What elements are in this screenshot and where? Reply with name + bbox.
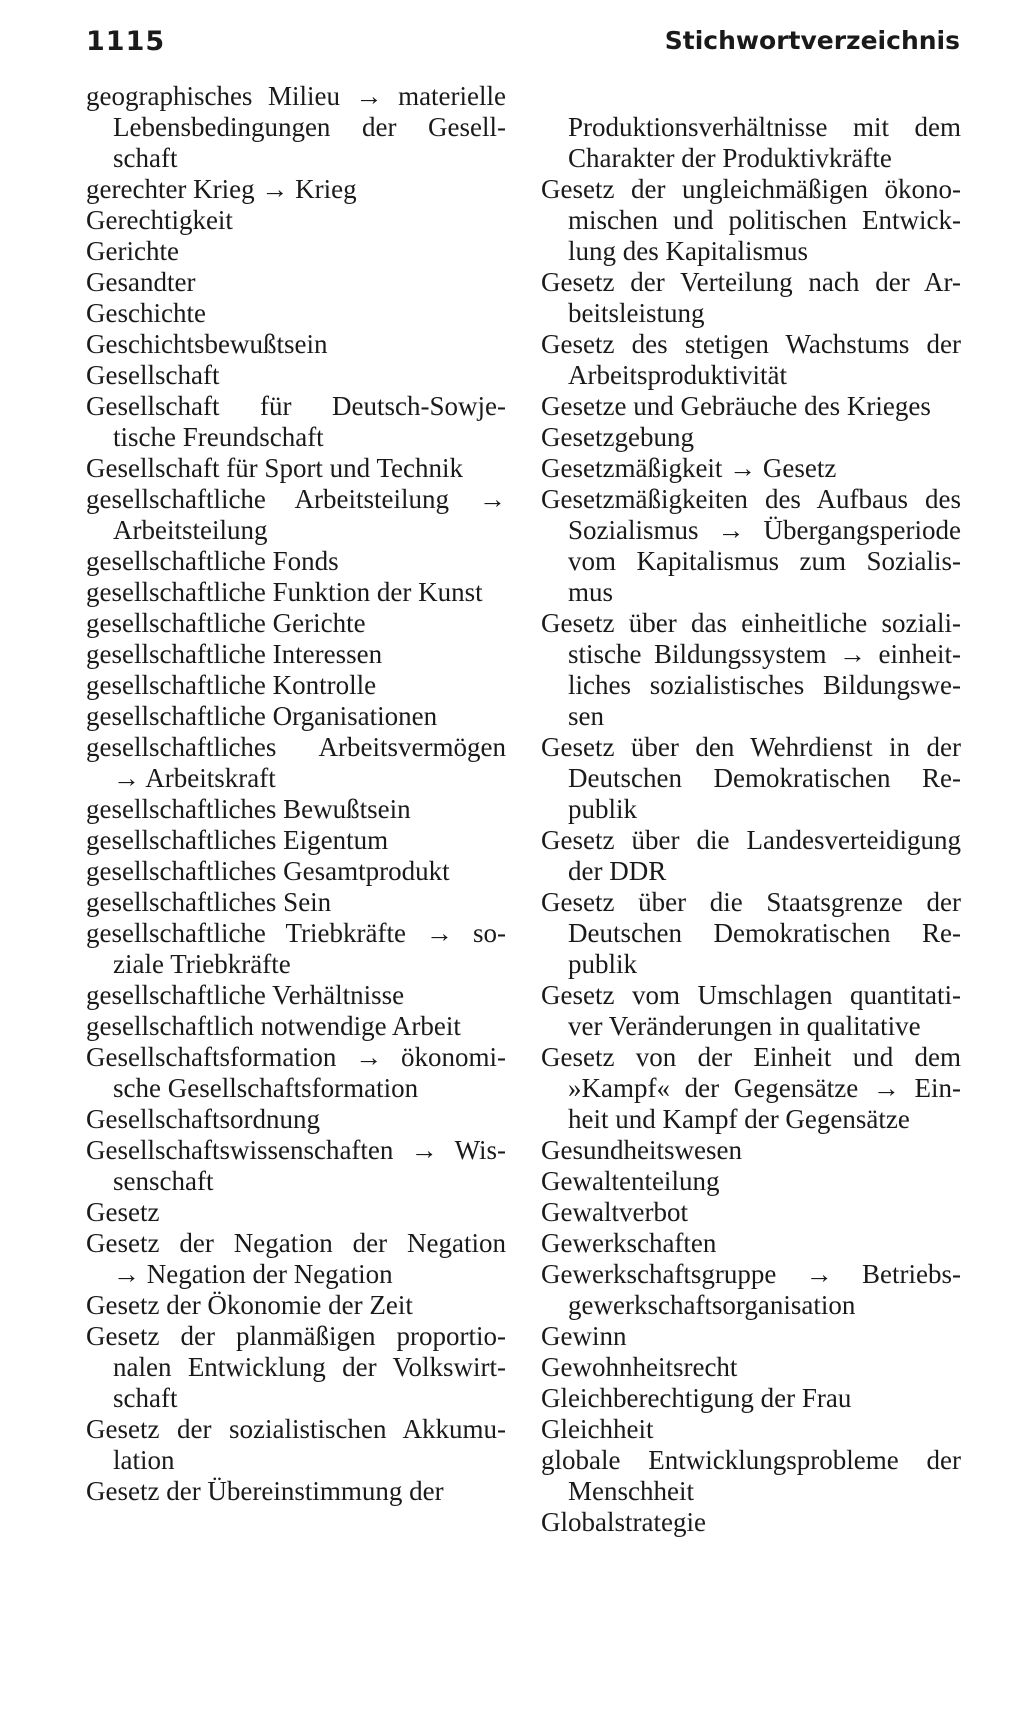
index-entry — [541, 391, 961, 422]
index-entry-line: Gewaltverbot — [541, 1197, 688, 1227]
index-entry-line: lation — [113, 1445, 175, 1475]
index-entry-line: Gewerkschaften — [541, 1228, 717, 1258]
index-entry-line: Gesandter — [86, 267, 196, 297]
index-entry-line: Arbeitsproduktivität — [568, 360, 787, 390]
index-entry — [541, 887, 961, 980]
index-entry-line: Gesetz über das einheitliche soziali- — [541, 608, 961, 638]
index-entry-line: mus — [568, 577, 614, 607]
index-entry — [86, 267, 506, 298]
index-entry-line: Gewaltenteilung — [541, 1166, 720, 1196]
index-entry-line: Lebensbedingungen der Gesell- — [113, 112, 506, 142]
index-entry-line: gesellschaftliche Fonds — [86, 546, 339, 576]
index-entry-line: globale Entwicklungsprobleme der — [541, 1445, 961, 1475]
index-entry — [86, 856, 506, 887]
index-entry-line: liches sozialistisches Bildungswe- — [568, 670, 961, 700]
index-entry-line: Gerichte — [86, 236, 179, 266]
index-entry-line: Geschichtsbewußtsein — [86, 329, 328, 359]
index-entry-line: publik — [568, 794, 638, 824]
index-entry-line: Gesellschaftsformation → ökonomi- — [86, 1042, 506, 1072]
index-entry — [86, 608, 506, 639]
index-entry — [541, 1259, 961, 1321]
index-entry — [541, 1135, 961, 1166]
index-entry — [541, 329, 961, 391]
index-entry-line: Gerechtigkeit — [86, 205, 233, 235]
section-title: Stichwortverzeichnis — [664, 26, 960, 55]
index-entry — [86, 918, 506, 980]
index-entry — [541, 453, 961, 484]
index-entry — [86, 701, 506, 732]
index-entry-line: tische Freundschaft — [113, 422, 324, 452]
index-entry-line: lung des Kapitalismus — [568, 236, 808, 266]
index-entry — [86, 205, 506, 236]
index-entry — [541, 1321, 961, 1352]
index-entry-line: ver Veränderungen in qualitative — [568, 1011, 921, 1041]
index-entry-line: nalen Entwicklung der Volkswirt- — [113, 1352, 506, 1382]
index-entry — [86, 1197, 506, 1228]
index-entry-line: Gesetzmäßigkeiten des Aufbaus des — [541, 484, 961, 514]
index-entry-line: gesellschaftliches Bewußtsein — [86, 794, 411, 824]
index-entry-line: ziale Triebkräfte — [113, 949, 291, 979]
index-entry — [86, 236, 506, 267]
index-entry — [541, 422, 961, 453]
index-entry — [86, 1414, 506, 1476]
index-entry-line: Geschichte — [86, 298, 206, 328]
index-entry — [541, 484, 961, 608]
index-entry — [86, 174, 506, 205]
index-entry — [86, 1042, 506, 1104]
index-entry-line: Gesetz von der Einheit und dem — [541, 1042, 961, 1072]
index-entry-line — [541, 81, 961, 112]
index-entry-line: gerechter Krieg → Krieg — [86, 174, 357, 204]
index-entry — [86, 980, 506, 1011]
index-entry-line: Gesetz vom Umschlagen quantitati- — [541, 980, 961, 1010]
index-entry — [541, 1507, 961, 1538]
index-entry-line: gesellschaftliche Arbeitsteilung → — [86, 484, 506, 514]
index-entry-line: gewerkschaftsorganisation — [568, 1290, 856, 1320]
index-entry — [86, 1228, 506, 1290]
index-entry-line: »Kampf« der Gegensätze → Ein- — [568, 1073, 961, 1103]
index-entry-line: Gesetz der Negation der Negation — [86, 1228, 506, 1258]
index-entry-line: Gesetz über die Staatsgrenze der — [541, 887, 961, 917]
index-entry — [541, 1445, 961, 1507]
index-entry-line: mischen und politischen Entwick- — [568, 205, 961, 235]
index-entry-line: der DDR — [568, 856, 667, 886]
index-entry-line: Gesetz der Ökonomie der Zeit — [86, 1290, 413, 1320]
index-entry — [86, 670, 506, 701]
index-entry — [541, 174, 961, 267]
index-entry-line: Globalstrategie — [541, 1507, 706, 1537]
index-column-right — [541, 81, 961, 1538]
index-entry-line: Gesellschaftsordnung — [86, 1104, 320, 1134]
index-entry-line: Gesetze und Gebräuche des Krieges — [541, 391, 931, 421]
index-entry-line: Gesundheitswesen — [541, 1135, 742, 1165]
index-entry-line: Gesetz der Übereinstimmung der — [86, 1476, 444, 1506]
index-entry-line: gesellschaftliches Gesamtprodukt — [86, 856, 450, 886]
index-entry-line: heit und Kampf der Gegensätze — [568, 1104, 910, 1134]
index-entry-line: gesellschaftliches Sein — [86, 887, 332, 917]
index-entry — [541, 1414, 961, 1445]
index-entry — [86, 453, 506, 484]
index-entry — [86, 391, 506, 453]
page-header — [86, 20, 960, 64]
index-entry — [86, 825, 506, 856]
index-entry-line: → Negation der Negation — [113, 1259, 393, 1289]
index-entry-line: Gesetz der Verteilung nach der Ar- — [541, 267, 961, 297]
index-entry-line: Gesetz — [86, 1197, 160, 1227]
index-entry — [541, 732, 961, 825]
index-entry-line: Gesellschaftswissenschaften → Wis- — [86, 1135, 506, 1165]
index-entry-line: → Arbeitskraft — [113, 763, 276, 793]
index-entry-line: Gesellschaft für Deutsch-Sowje- — [86, 391, 506, 421]
index-entry — [541, 1197, 961, 1228]
index-entry — [86, 794, 506, 825]
index-entry-line: gesellschaftliches Eigentum — [86, 825, 389, 855]
index-entry-line: gesellschaftliche Triebkräfte → so- — [86, 918, 506, 948]
index-entry-line: Deutschen Demokratischen Re- — [568, 763, 961, 793]
index-entry — [86, 1476, 506, 1507]
index-entry-line: Produktionsverhältnisse mit dem — [568, 112, 961, 142]
index-entry-line: publik — [568, 949, 638, 979]
index-entry-line: Charakter der Produktivkräfte — [568, 143, 892, 173]
index-entry — [541, 1228, 961, 1259]
index-entry-line: gesellschaftlich notwendige Arbeit — [86, 1011, 461, 1041]
index-entry — [86, 484, 506, 546]
page-number: 1115 — [86, 26, 166, 57]
index-entry-line: Gesetz über die Landesverteidigung — [541, 825, 961, 855]
index-entry — [86, 1104, 506, 1135]
index-entry-line: gesellschaftliche Verhältnisse — [86, 980, 405, 1010]
index-entry — [541, 608, 961, 732]
index-entry-line: gesellschaftliche Kontrolle — [86, 670, 377, 700]
index-entry-line: Gleichberechtigung der Frau — [541, 1383, 852, 1413]
index-entry — [86, 1011, 506, 1042]
index-entry-line: Menschheit — [568, 1476, 694, 1506]
index-entry-line: gesellschaftliche Organisationen — [86, 701, 438, 731]
index-entry-line: schaft — [113, 143, 178, 173]
index-entry — [541, 81, 961, 174]
index-entry-line: vom Kapitalismus zum Sozialis- — [568, 546, 961, 576]
index-entry — [86, 1135, 506, 1197]
index-entry — [541, 1166, 961, 1197]
index-entry — [541, 267, 961, 329]
index-entry-line: Sozialismus → Übergangsperiode — [568, 515, 961, 545]
index-entry-line: Gesetz der planmäßigen proportio- — [86, 1321, 506, 1351]
index-entry — [541, 1352, 961, 1383]
index-entry — [86, 360, 506, 391]
index-entry — [86, 732, 506, 794]
index-entry-line: schaft — [113, 1383, 178, 1413]
index-entry — [541, 1042, 961, 1135]
index-entry-line: Arbeitsteilung — [113, 515, 268, 545]
index-entry-line: Gesetz des stetigen Wachstums der — [541, 329, 961, 359]
index-entry-line: stische Bildungssystem → einheit- — [568, 639, 961, 669]
index-entry-line: Gleichheit — [541, 1414, 654, 1444]
index-entry — [86, 546, 506, 577]
index-entry-line: gesellschaftliche Gerichte — [86, 608, 366, 638]
index-entry-line: senschaft — [113, 1166, 214, 1196]
index-entry-line: geographisches Milieu → materielle — [86, 81, 506, 111]
index-entry — [86, 1321, 506, 1414]
index-entry — [541, 825, 961, 887]
index-entry — [86, 298, 506, 329]
index-entry — [86, 329, 506, 360]
index-entry-line: Gesellschaft für Sport und Technik — [86, 453, 464, 483]
index-entry — [86, 1290, 506, 1321]
index-entry-line: beitsleistung — [568, 298, 705, 328]
index-entry — [86, 887, 506, 918]
index-entry-line: Gesetzgebung — [541, 422, 694, 452]
index-entry — [86, 639, 506, 670]
index-entry-line: gesellschaftliche Interessen — [86, 639, 383, 669]
index-entry-line: Deutschen Demokratischen Re- — [568, 918, 961, 948]
index-entry-line: sche Gesellschaftsformation — [113, 1073, 419, 1103]
index-entry-line: gesellschaftliche Funktion der Kunst — [86, 577, 483, 607]
index-column-left — [86, 81, 506, 1507]
index-entry — [86, 81, 506, 174]
index-entry — [541, 980, 961, 1042]
index-entry-line: Gesetz der sozialistischen Akkumu- — [86, 1414, 506, 1444]
index-entry — [86, 577, 506, 608]
index-entry-line: Gesetz der ungleichmäßigen ökono- — [541, 174, 961, 204]
index-entry-line: gesellschaftliches Arbeitsvermögen — [86, 732, 506, 762]
index-entry-line: sen — [568, 701, 604, 731]
index-entry-line: Gewerkschaftsgruppe → Betriebs- — [541, 1259, 961, 1289]
index-entry-line: Gesellschaft — [86, 360, 220, 390]
index-entry-line: Gewohnheitsrecht — [541, 1352, 738, 1382]
index-entry-line: Gesetz über den Wehrdienst in der — [541, 732, 961, 762]
index-entry — [541, 1383, 961, 1414]
index-entry-line: Gesetzmäßigkeit → Gesetz — [541, 453, 837, 483]
index-entry-line: Gewinn — [541, 1321, 627, 1351]
